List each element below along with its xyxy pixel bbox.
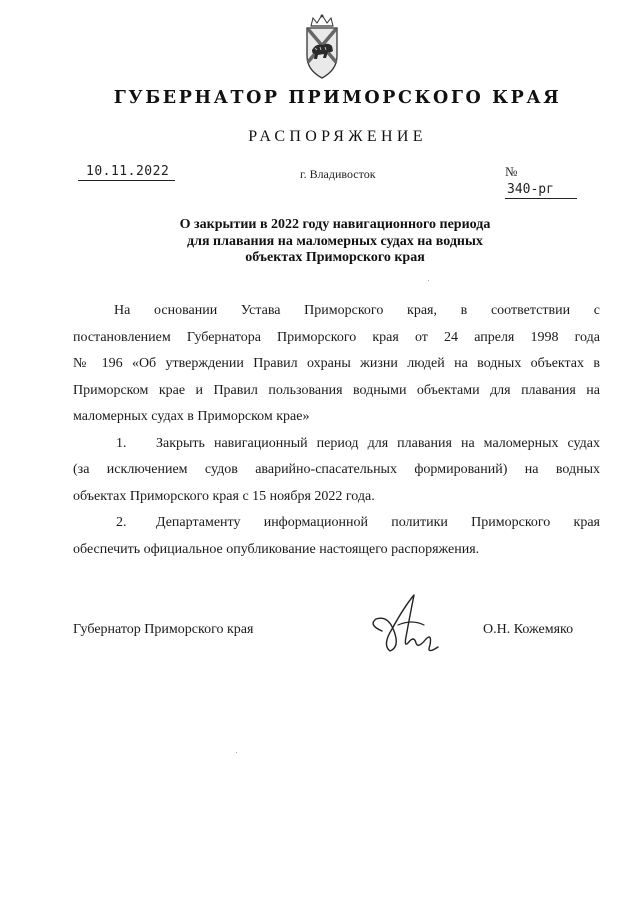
- body-line: обеспечить официальное опубликование настоящего распоряжения.: [73, 541, 480, 557]
- title-line: О закрытии в 2022 году навигационного периода: [179, 217, 491, 232]
- document-number-block: [505, 163, 592, 199]
- issuing-authority: ГУБЕРНАТОР ПРИМОРСКОГО КРАЯ: [113, 88, 562, 108]
- number-sign: №: [505, 164, 518, 179]
- coat-of-arms-icon: [302, 12, 342, 82]
- body-line: маломерных судах в Приморском крае»: [73, 409, 310, 424]
- body-line: № 196 «Об утверждении Правил охраны жизни людей на водных объектах в: [73, 356, 600, 371]
- list-item-number: 2.: [116, 515, 127, 530]
- document-type: РАСПОРЯЖЕНИЕ: [248, 128, 427, 145]
- body-line: Закрыть навигационный период для плавания на маломерных судах: [156, 435, 600, 451]
- body-line: Приморском крае и Правил пользования водными объектами для плавания на: [73, 382, 600, 398]
- document-body: [73, 302, 600, 567]
- title-line: для плавания на маломерных судах на водных: [187, 233, 483, 249]
- body-line: (за исключением судов аварийно-спасательных формирований) на водных: [73, 462, 600, 477]
- body-line: Департаменту информационной политики Приморского края: [156, 515, 600, 530]
- handwritten-signature: [360, 585, 440, 665]
- signer-name: О.Н. Кожемяко: [483, 622, 574, 637]
- body-line: постановлением Губернатора Приморского края от 24 апреля 1998 года: [73, 329, 600, 345]
- body-line: объектах Приморского края с 15 ноября 2022 года.: [73, 488, 375, 504]
- title-line: объектах Приморского края: [245, 250, 425, 265]
- signer-position: Губернатор Приморского края: [73, 622, 254, 637]
- document-date: 10.11.2022: [78, 163, 175, 181]
- list-item-1: [73, 435, 600, 462]
- scan-speck: [428, 280, 429, 281]
- document-number: 340-рг: [505, 181, 577, 199]
- document-city: г. Владивосток: [300, 167, 376, 181]
- body-line: На основании Устава Приморского края, в соответствии с: [114, 303, 600, 318]
- list-item-number: 1.: [116, 435, 127, 451]
- scan-speck: [236, 752, 237, 753]
- list-item-2: [73, 514, 600, 541]
- document-title: [150, 217, 520, 267]
